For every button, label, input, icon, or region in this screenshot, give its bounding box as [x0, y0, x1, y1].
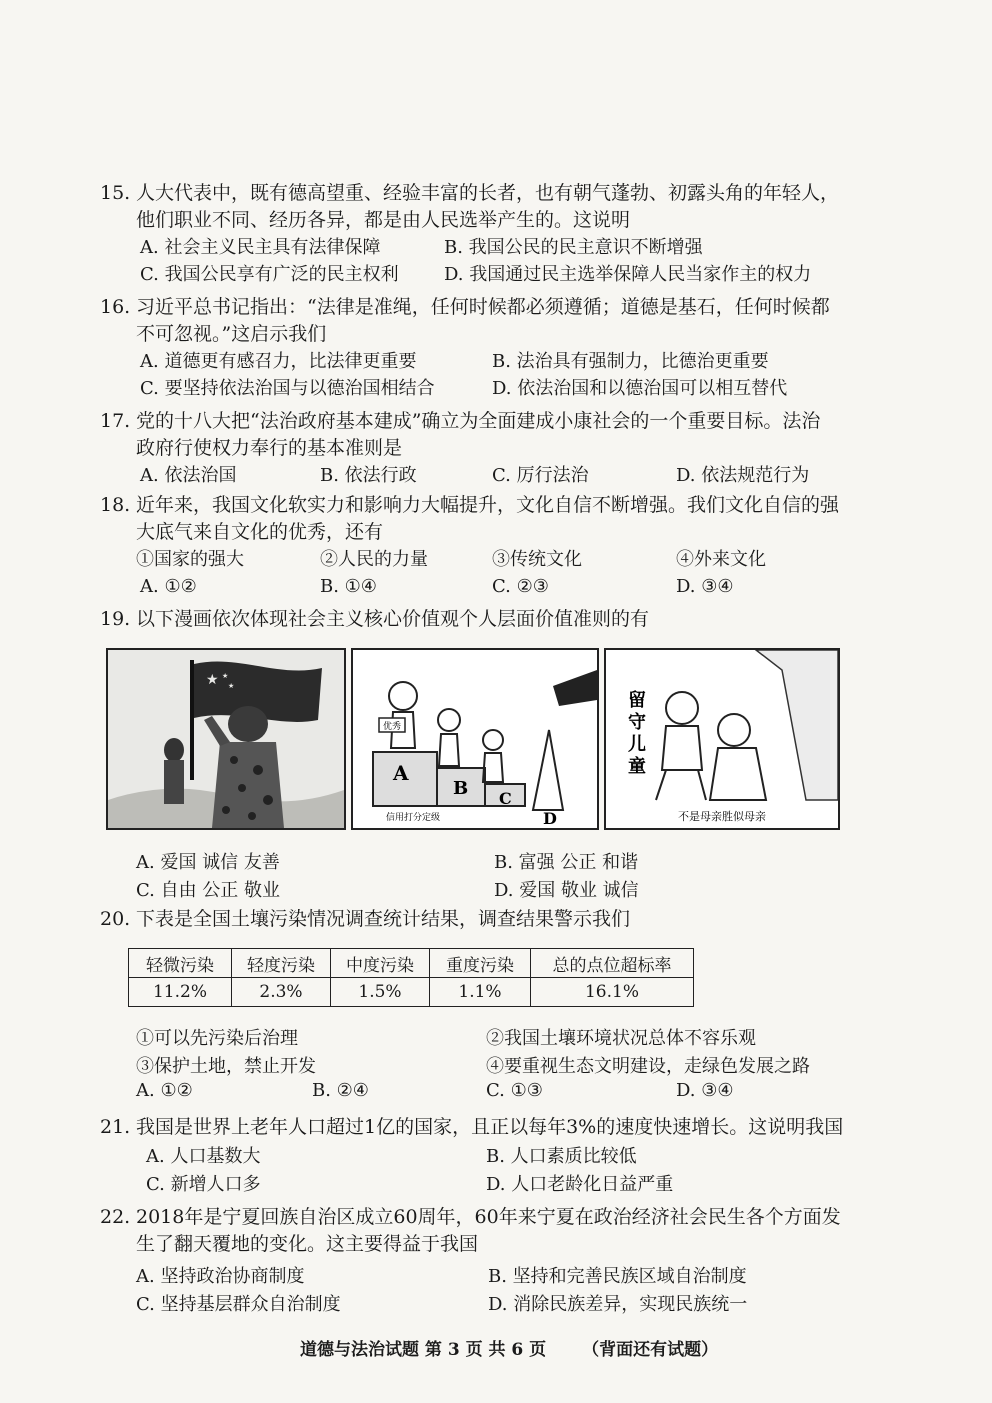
- option-a[interactable]: A. 人口基数大: [146, 1146, 261, 1167]
- options-row: [136, 348, 870, 375]
- option-c[interactable]: C. ①③: [486, 1080, 543, 1101]
- options-row: [136, 1290, 876, 1317]
- option-c[interactable]: C. 坚持基层群众自治制度: [136, 1294, 341, 1315]
- question-stem: [136, 492, 870, 546]
- question-number: 21.: [100, 1116, 131, 1138]
- statement-2: ②人民的力量: [320, 549, 428, 570]
- side-label-char: 童: [628, 756, 646, 777]
- question-20: [100, 906, 870, 933]
- option-d[interactable]: D. 依法规范行为: [676, 465, 810, 486]
- page-footer: [300, 1335, 718, 1360]
- statement-4: ④外来文化: [676, 549, 766, 570]
- table-header-cell: 轻度污染: [232, 949, 331, 978]
- question-number: 22.: [100, 1206, 131, 1228]
- footer-note: （背面还有试题）: [582, 1340, 719, 1360]
- question-stem: [136, 1114, 876, 1141]
- award-tag: 优秀: [382, 722, 402, 732]
- stem-line: 习近平总书记指出：“法律是准绳，任何时候都必须遵循；道德是基石，任何时候都: [136, 296, 830, 318]
- question-21: [100, 1114, 870, 1141]
- svg-text:★: ★: [228, 682, 235, 690]
- cartoon-caption: 不是母亲胜似母亲: [678, 810, 766, 823]
- stem-line: 以下漫画依次体现社会主义核心价值观个人层面价值准则的有: [136, 608, 650, 630]
- footer-page-info: 道德与法治试题 第 3 页 共 6 页: [300, 1340, 547, 1360]
- statement-1: ①国家的强大: [136, 549, 244, 570]
- table-header-cell: 轻微污染: [129, 949, 232, 978]
- stem-line: 我国是世界上老年人口超过1亿的国家，且正以每年3%的速度快速增长。这说明我国: [136, 1116, 844, 1138]
- statement-1: ①可以先污染后治理: [136, 1028, 298, 1049]
- options-row: [136, 375, 870, 402]
- question-stem: [136, 294, 870, 348]
- option-a[interactable]: A. 社会主义民主具有法律保障: [140, 237, 381, 258]
- statement-3: ③传统文化: [492, 549, 582, 570]
- stem-line: 人大代表中，既有德高望重、经验丰富的长者，也有朝气蓬勃、初露头角的年轻人，: [136, 182, 840, 204]
- question-18: [100, 492, 870, 600]
- options-row: [136, 462, 870, 489]
- option-d[interactable]: D. 人口老龄化日益严重: [486, 1174, 674, 1195]
- table-cell: 1.5%: [331, 978, 430, 1007]
- option-b[interactable]: B. ②④: [312, 1080, 369, 1101]
- table-header-cell: 总的点位超标率: [531, 949, 694, 978]
- options-row: [136, 1080, 876, 1107]
- options-row: [136, 573, 870, 600]
- table-header-cell: 中度污染: [331, 949, 430, 978]
- stem-line: 党的十八大把“法治政府基本建成”确立为全面建成小康社会的一个重要目标。法治: [136, 410, 821, 432]
- option-c[interactable]: C. 自由 公正 敬业: [136, 880, 281, 901]
- side-label-char: 儿: [628, 734, 646, 755]
- question-number: 16.: [100, 296, 131, 318]
- statement-2: ②我国土壤环境状况总体不容乐观: [486, 1028, 756, 1049]
- stem-line: 近年来，我国文化软实力和影响力大幅提升，文化自信不断增强。我们文化自信的强: [136, 494, 840, 516]
- soil-pollution-table: [128, 948, 694, 1007]
- question-22: [100, 1204, 870, 1258]
- options-row: [146, 1170, 886, 1197]
- podium-sign: 信用打分定级: [385, 813, 441, 823]
- question-stem: [136, 906, 870, 933]
- podium-label-a: A: [393, 761, 409, 785]
- stem-line: 大底气来自文化的优秀，还有: [136, 521, 384, 543]
- options-row: [146, 1142, 886, 1169]
- option-c[interactable]: C. 厉行法治: [492, 465, 589, 486]
- cartoon-flag-salute: [106, 648, 346, 830]
- option-c[interactable]: C. ②③: [492, 576, 549, 597]
- statements-row: [136, 1052, 876, 1079]
- stem-line: 生了翻天覆地的变化。这主要得益于我国: [136, 1233, 479, 1255]
- option-a[interactable]: A. 坚持政治协商制度: [136, 1266, 305, 1287]
- option-a[interactable]: A. 爱国 诚信 友善: [136, 852, 280, 873]
- table-header-row: [129, 949, 694, 978]
- option-a[interactable]: A. ①②: [136, 1080, 193, 1101]
- option-b[interactable]: B. 依法行政: [320, 465, 417, 486]
- option-c[interactable]: C. 要坚持依法治国与以德治国相结合: [140, 378, 435, 399]
- option-a[interactable]: A. 道德更有感召力，比法律更重要: [140, 351, 417, 372]
- question-19: [100, 606, 870, 633]
- left-behind-child-illustration: [606, 650, 838, 828]
- question-number: 19.: [100, 608, 131, 630]
- svg-text:★: ★: [206, 672, 219, 688]
- question-15: [100, 180, 870, 288]
- stem-line: 不可忽视。”这启示我们: [136, 323, 327, 345]
- option-a[interactable]: A. 依法治国: [140, 465, 237, 486]
- podium-label-c: C: [499, 789, 512, 808]
- table-cell: 1.1%: [430, 978, 531, 1007]
- option-d[interactable]: D. 我国通过民主选举保障人民当家作主的权力: [444, 264, 812, 285]
- table-header-cell: 重度污染: [430, 949, 531, 978]
- options-row: [136, 1262, 876, 1289]
- podium-label-b: B: [453, 778, 469, 799]
- option-d[interactable]: D. 依法治国和以德治国可以相互替代: [492, 378, 788, 399]
- stem-line: 下表是全国土壤污染情况调查统计结果，调查结果警示我们: [136, 908, 631, 930]
- stem-line: 政府行使权力奉行的基本准则是: [136, 437, 403, 459]
- question-stem: [136, 606, 870, 633]
- option-a[interactable]: A. ①②: [140, 576, 197, 597]
- options-row: [136, 234, 870, 261]
- question-17: [100, 408, 870, 489]
- table-cell: 11.2%: [129, 978, 232, 1007]
- credit-rating-illustration: [353, 650, 597, 828]
- question-stem: [136, 1204, 870, 1258]
- side-label-char: 守: [628, 712, 646, 733]
- flag-salute-illustration: [108, 650, 344, 828]
- option-b[interactable]: B. 坚持和完善民族区域自治制度: [488, 1266, 747, 1287]
- options-row: [136, 261, 870, 288]
- option-d[interactable]: D. ③④: [676, 576, 734, 597]
- option-b[interactable]: B. 人口素质比较低: [486, 1146, 637, 1167]
- question-number: 17.: [100, 410, 131, 432]
- podium-label-d: D: [543, 809, 557, 828]
- question-stem: [136, 180, 870, 234]
- table-cell: 16.1%: [531, 978, 694, 1007]
- table-row: [129, 978, 694, 1007]
- option-c[interactable]: C. 新增人口多: [146, 1174, 261, 1195]
- option-c[interactable]: C. 我国公民享有广泛的民主权利: [140, 264, 399, 285]
- stem-line: 他们职业不同、经历各异，都是由人民选举产生的。这说明: [136, 209, 631, 231]
- option-d[interactable]: D. 爱国 敬业 诚信: [494, 880, 639, 901]
- option-d[interactable]: D. ③④: [676, 1080, 734, 1101]
- cartoon-credit-rating: [351, 648, 599, 830]
- statement-3: ③保护土地，禁止开发: [136, 1056, 316, 1077]
- option-d[interactable]: D. 消除民族差异，实现民族统一: [488, 1294, 748, 1315]
- statements-row: [136, 546, 870, 573]
- question-number: 15.: [100, 182, 131, 204]
- question-number: 20.: [100, 908, 131, 930]
- stem-line: 2018年是宁夏回族自治区成立60周年，60年来宁夏在政治经济社会民生各个方面发: [136, 1206, 841, 1228]
- question-16: [100, 294, 870, 402]
- question-stem: [136, 408, 870, 462]
- option-b[interactable]: B. 我国公民的民主意识不断增强: [444, 237, 703, 258]
- option-b[interactable]: B. ①④: [320, 576, 377, 597]
- table-cell: 2.3%: [232, 978, 331, 1007]
- question-number: 18.: [100, 494, 131, 516]
- svg-text:★: ★: [222, 672, 229, 680]
- option-b[interactable]: B. 法治具有强制力，比德治更重要: [492, 351, 769, 372]
- side-label-char: 留: [628, 690, 646, 711]
- options-row: [136, 848, 876, 875]
- option-b[interactable]: B. 富强 公正 和谐: [494, 852, 639, 873]
- statements-row: [136, 1024, 876, 1051]
- statement-4: ④要重视生态文明建设，走绿色发展之路: [486, 1056, 810, 1077]
- cartoon-left-behind-child: [604, 648, 840, 830]
- options-row: [136, 876, 876, 903]
